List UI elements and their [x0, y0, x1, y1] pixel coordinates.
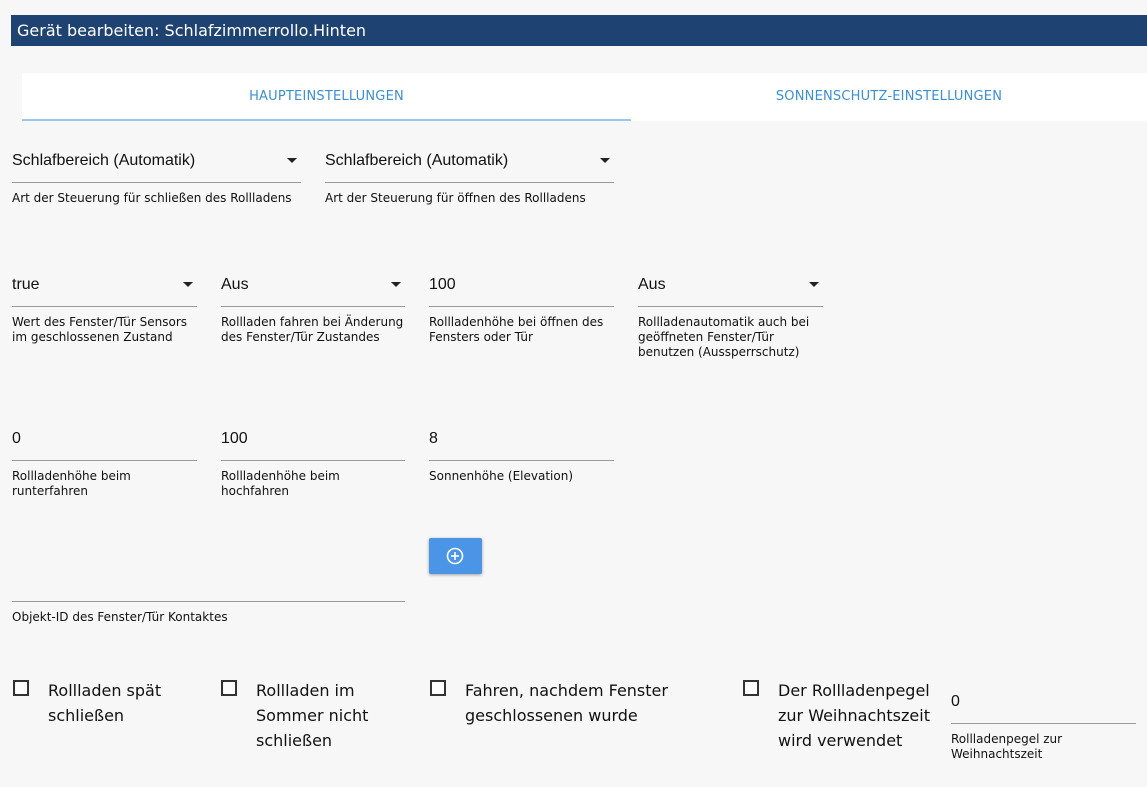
- xmas-used-label: Der Rollladenpegel zur Weihnachtszeit wird verwendet: [778, 681, 930, 750]
- elevation-value[interactable]: 8: [429, 427, 614, 461]
- contact-id-input[interactable]: [12, 568, 405, 625]
- lockout-select[interactable]: [638, 273, 823, 360]
- sensor-value-label: Wert des Fenster/Tür Sensors im geschlossenen Zustand: [12, 315, 188, 344]
- height-up-input[interactable]: [221, 427, 405, 499]
- height-up-label: Rollladenhöhe beim hochfahren: [221, 469, 340, 498]
- xmas-level-label: Rollladenpegel zur Weihnachtszeit: [951, 732, 1063, 761]
- tab-sun-protection-settings[interactable]: SONNENSCHUTZ-EINSTELLUNGEN: [775, 89, 1003, 104]
- dropdown-arrow-icon: [183, 282, 193, 287]
- checkbox-icon[interactable]: [13, 680, 29, 696]
- add-object-id-button[interactable]: [429, 538, 482, 574]
- checkbox-icon[interactable]: [430, 680, 446, 696]
- checkbox-icon[interactable]: [221, 680, 237, 696]
- lockout-value[interactable]: Aus: [638, 273, 823, 307]
- height-down-input[interactable]: [12, 427, 197, 499]
- drive-on-change-value[interactable]: Aus: [221, 273, 405, 307]
- height-up-value[interactable]: 100: [221, 427, 405, 461]
- tab-bar: [22, 73, 1147, 121]
- late-close-label: Rollladen spät schließen: [48, 681, 162, 725]
- open-mode-select[interactable]: [325, 149, 614, 206]
- open-mode-value[interactable]: Schlafbereich (Automatik): [325, 149, 614, 183]
- lockout-label: Rollladenautomatik auch bei geöffneten Fenster/Tür benutzen (Aussperrschutz): [638, 315, 810, 359]
- summer-no-close-label: Rollladen im Sommer nicht schließen: [256, 681, 369, 750]
- close-mode-select[interactable]: [12, 149, 301, 206]
- xmas-level-value[interactable]: 0: [951, 690, 1136, 724]
- drive-on-change-select[interactable]: [221, 273, 405, 345]
- height-on-open-value[interactable]: 100: [429, 273, 614, 307]
- add-circle-icon: [446, 547, 464, 565]
- drive-on-change-label: Rollladen fahren bei Änderung des Fenster/Tür Zustandes: [221, 315, 404, 344]
- dropdown-arrow-icon: [809, 282, 819, 287]
- dropdown-arrow-icon: [391, 282, 401, 287]
- height-on-open-label: Rollladenhöhe bei öffnen des Fensters oder Tür: [429, 315, 604, 344]
- elevation-input[interactable]: [429, 427, 614, 484]
- contact-id-label: Objekt-ID des Fenster/Tür Kontaktes: [12, 610, 228, 624]
- xmas-level-input[interactable]: [951, 690, 1136, 762]
- drive-after-close-label: Fahren, nachdem Fenster geschlossenen wurde: [465, 681, 668, 725]
- sensor-value-select[interactable]: [12, 273, 197, 345]
- height-down-label: Rollladenhöhe beim runterfahren: [12, 469, 131, 498]
- dropdown-arrow-icon: [600, 158, 610, 163]
- dialog-title: Gerät bearbeiten: Schlafzimmerrollo.Hinten: [11, 15, 1147, 46]
- close-mode-label: Art der Steuerung für schließen des Rollladens: [12, 191, 292, 205]
- dropdown-arrow-icon: [287, 158, 297, 163]
- height-on-open-input[interactable]: [429, 273, 614, 345]
- sensor-value-value[interactable]: true: [12, 273, 197, 307]
- contact-id-value[interactable]: [12, 568, 405, 602]
- close-mode-value[interactable]: Schlafbereich (Automatik): [12, 149, 301, 183]
- tab-main-settings[interactable]: HAUPTEINSTELLUNGEN: [22, 73, 631, 121]
- checkbox-icon[interactable]: [743, 680, 759, 696]
- open-mode-label: Art der Steuerung für öffnen des Rollladens: [325, 191, 586, 205]
- height-down-value[interactable]: 0: [12, 427, 197, 461]
- elevation-label: Sonnenhöhe (Elevation): [429, 469, 574, 483]
